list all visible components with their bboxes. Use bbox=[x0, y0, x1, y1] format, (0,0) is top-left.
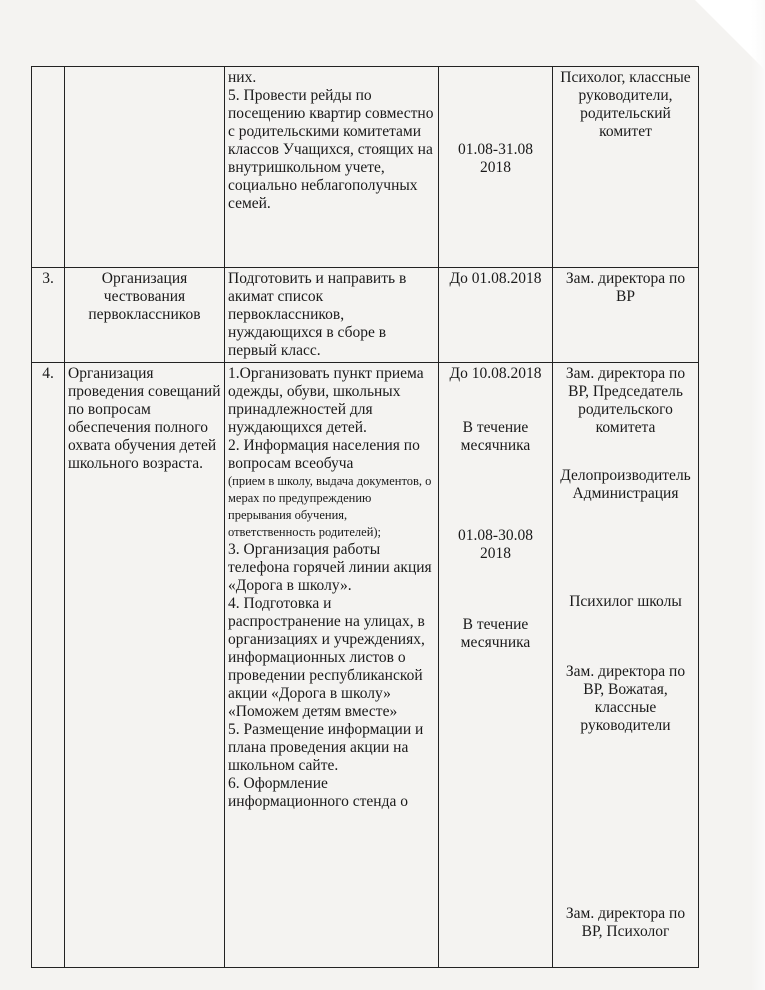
responsible-text: Психилог школы bbox=[569, 593, 682, 610]
responsible-text: Делопроизводитель Администрация bbox=[560, 467, 691, 502]
content-item-3: 3. Организация работы телефона горячей линии акция «Дорога в школу». bbox=[228, 541, 432, 594]
responsible-cell: Психолог, классные руководители, родительский комитет bbox=[553, 67, 699, 268]
content-item-1: 1.Организовать пункт приема одежды, обуви, школьных принадлежностей для нуждающихся детей. bbox=[228, 365, 424, 436]
content-item-2: 2. Информация населения по вопросам всеобуча bbox=[228, 437, 420, 472]
responsible-text: Зам. директора по ВР, Председатель родительского комитета bbox=[565, 365, 686, 436]
row-number bbox=[32, 67, 65, 268]
row-number: 4. bbox=[32, 363, 65, 968]
content-item-5: 5. Размещение информации и плана проведения акции на школьном сайте. bbox=[228, 721, 424, 774]
table-row bbox=[32, 363, 699, 968]
responsible-text: Зам. директора по ВР, Вожатая, классные руководители bbox=[565, 663, 686, 734]
responsible-text: Зам. директора по ВР, Психолог bbox=[565, 905, 686, 940]
content-cell: Подготовить и направить в акимат список первоклассников, нуждающихся в сборе в первый класс. bbox=[225, 268, 439, 363]
table-row bbox=[32, 67, 699, 268]
date-text: В течение месячника bbox=[460, 616, 531, 651]
content-item-4: 4. Подготовка и распространение на улицах, в организациях и учреждениях, информационных листов о проведении республиканской акции «Дорога в школу» «Поможем детям вместе» bbox=[228, 595, 425, 720]
date-text: До 10.08.2018 bbox=[449, 365, 542, 382]
event-cell: Организация чествования первоклассников bbox=[65, 268, 225, 363]
table-row bbox=[32, 268, 699, 363]
date-text: 01.08-31.08 2018 bbox=[458, 141, 533, 176]
page-edge bbox=[751, 0, 765, 990]
date-cell: До 01.08.2018 bbox=[439, 268, 553, 363]
plan-table bbox=[31, 66, 699, 968]
event-cell bbox=[65, 67, 225, 268]
content-cell bbox=[225, 67, 439, 268]
date-text: 01.08-30.08 2018 bbox=[458, 527, 533, 562]
row-number: 3. bbox=[32, 268, 65, 363]
date-cell bbox=[439, 67, 553, 268]
content-item-6: 6. Оформление информационного стенда о bbox=[228, 775, 408, 810]
content-line: 5. Провести рейды по посещению квартир совместно с родительскими комитетами классов Учащихся, стоящих на внутришкольном учете, социально неблагополучных семей. bbox=[228, 87, 434, 212]
responsible-cell: Зам. директора по ВР bbox=[553, 268, 699, 363]
content-cell bbox=[225, 363, 439, 968]
content-line: них. bbox=[228, 69, 257, 86]
event-cell: Организация проведения совещаний по вопросам обеспечения полного охвата обучения детей школьного возраста. bbox=[65, 363, 225, 968]
content-item-2-note: (прием в школу, выдача документов, о мерах по предупреждению прерывания обучения, ответственность родителей); bbox=[228, 474, 432, 539]
responsible-cell bbox=[553, 363, 699, 968]
date-text: В течение месячника bbox=[460, 419, 531, 454]
date-cell bbox=[439, 363, 553, 968]
